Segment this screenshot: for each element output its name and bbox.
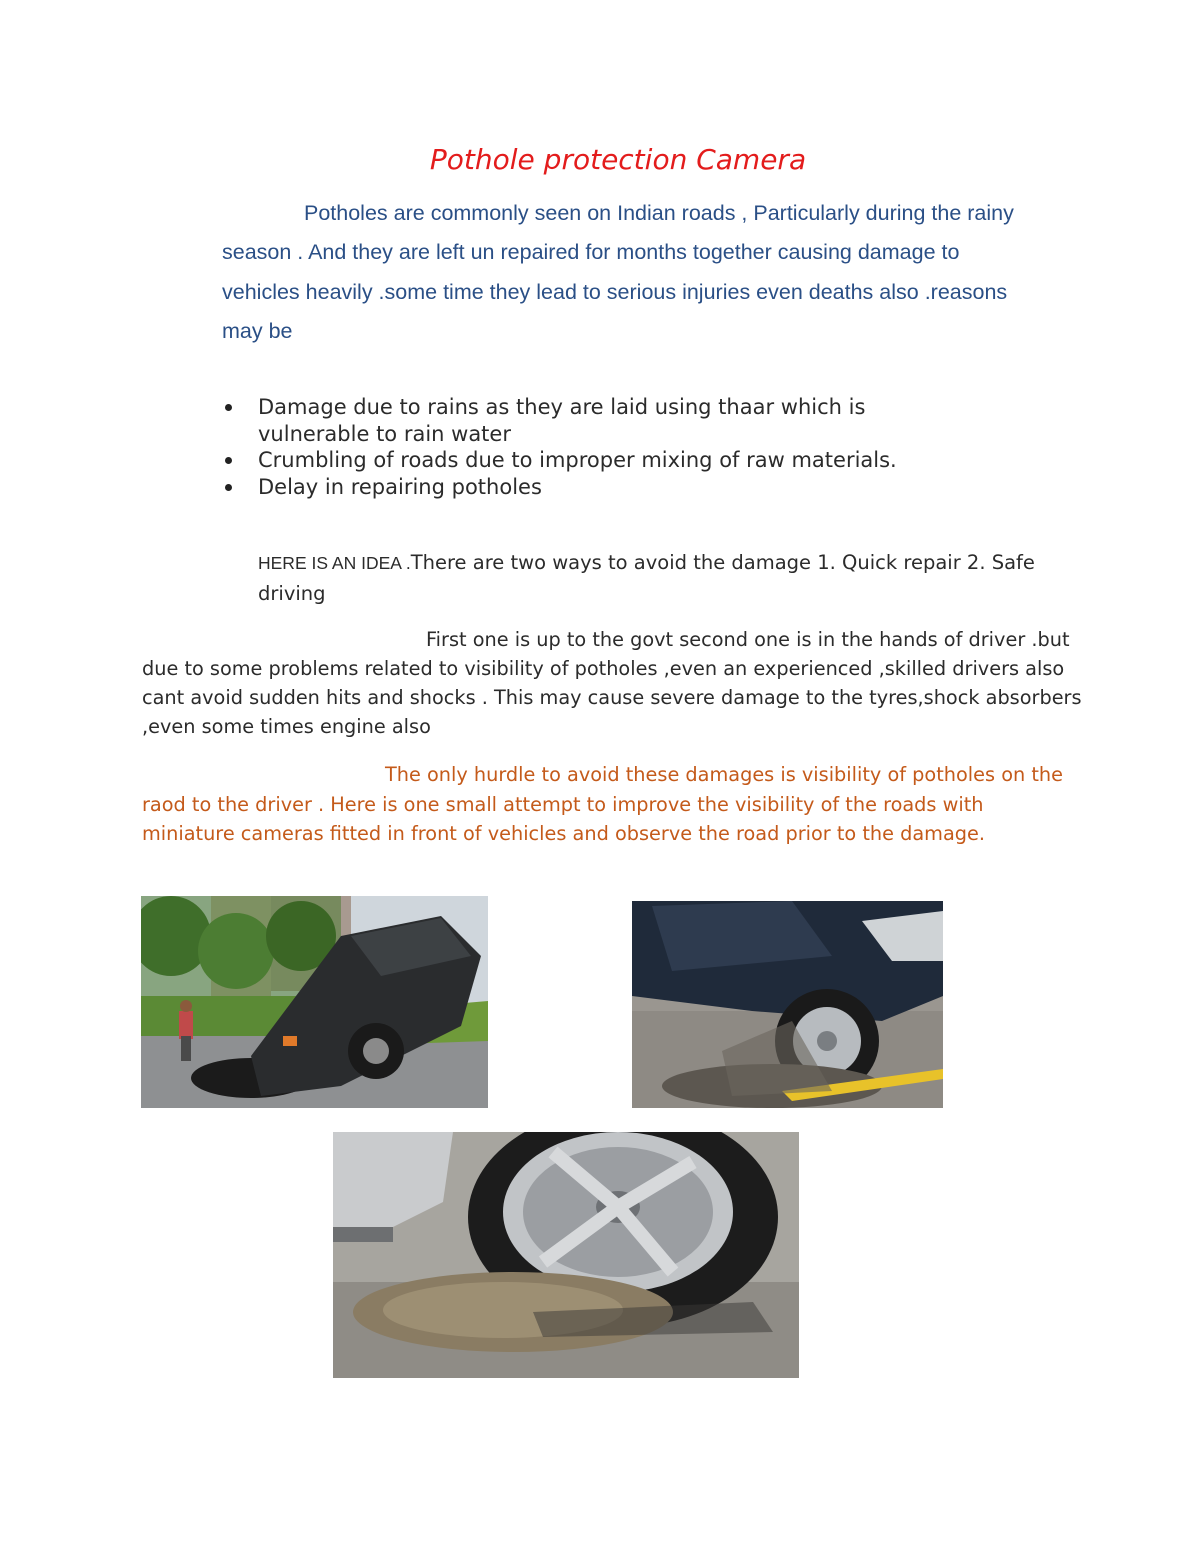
car-sinking-in-sinkhole-photo [141,896,488,1108]
highlight-paragraph: The only hurdle to avoid these damages is visibility of potholes on the raod to the driver . Here is one small attempt to improve the visibility of the roads with miniature cameras fitted in front of vehicles and observe the road prior to the damage. [142,763,1063,845]
tyre-in-water-pothole-photo [333,1132,799,1378]
list-item [222,394,982,447]
list-item-text: Crumbling of roads due to improper mixing of raw materials. [258,448,897,472]
body-paragraph: First one is up to the govt second one is in the hands of driver .but due to some problems related to visibility of potholes ,even an experienced ,skilled drivers also cant avoid sudden hits and shocks . This may cause severe damage to the tyres,shock absorbers ,even some times engine also [142,628,1082,738]
car-wheel-in-pothole-photo [632,901,943,1108]
bullet-icon [225,484,232,491]
idea-paragraph [258,548,1078,608]
bullet-icon [225,404,232,411]
idea-heading: HERE IS AN IDEA . [258,553,411,573]
list-item-text: Delay in repairing potholes [258,474,542,499]
bullet-icon [225,457,232,464]
reasons-list [222,394,982,500]
document-title: Pothole protection Camera [429,143,807,176]
list-item-text: Damage due to rains as they are laid using thaar which is vulnerable to rain water [258,395,866,446]
idea-text: There are two ways to avoid the damage 1. Quick repair 2. Safe driving [258,551,1035,605]
intro-paragraph: Potholes are commonly seen on Indian roads , Particularly during the rainy season . And they are left un repaired for months together causing damage to vehicles heavily .some time they lead to serious injuries even deaths also .reasons may be [222,201,1014,343]
list-item [222,447,982,474]
list-item [222,474,982,501]
